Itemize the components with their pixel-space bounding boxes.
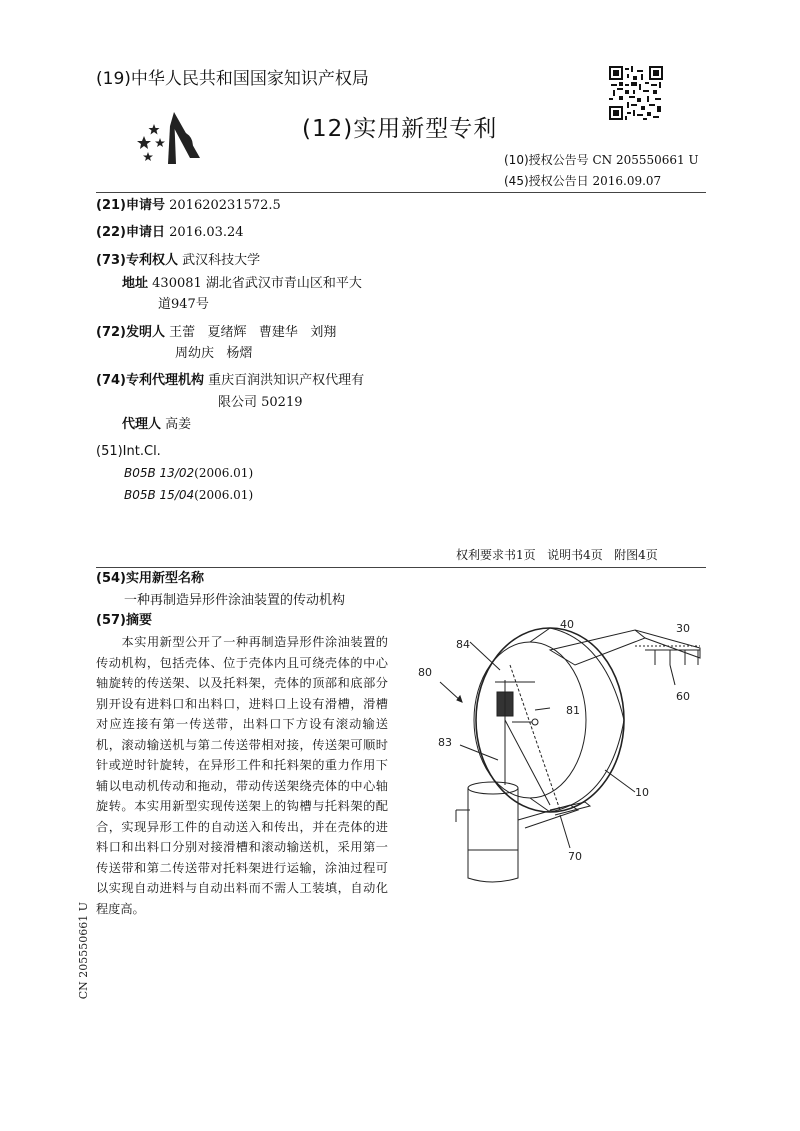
ipc-code: B05B 15/04: [124, 488, 195, 502]
inventors-line-1: 王蕾 夏绪辉 曹建华 刘翔: [169, 325, 337, 340]
qr-code-icon[interactable]: [609, 66, 663, 120]
figure-top-conveyor: [550, 630, 645, 665]
patent-type-title: (12)实用新型专利: [302, 116, 498, 142]
agent-label: 代理人: [122, 417, 162, 432]
address-line-2: 道947号: [158, 297, 209, 312]
abstract-body: 本实用新型公开了一种再制造异形件涂油装置的传动机构，包括壳体、位于壳体内且可绕壳体的中心轴旋转的传送架、以及托料架，壳体的顶部和底部分别开设有进料口和出料口，进料口上设有滑槽，滑槽对应连接有第一传送带，出料口下方设有滚动输送机，滚动输送机与第二传送带相对接，传送架可顺时针或逆时针旋转，在异形工件和托料架的重力作用下辅以电动机传动和拖动，带动传送架绕壳体的中心轴旋转。本实用新型实现传送架上的钩槽与托料架的配合，实现异形工件的自动送入和传出，并在壳体的进料口和出料口分别对接滑槽和滚动输送机，采用第一传送带和第二传送带对托料架进行运输，涂油过程可以实现自动进料与自动出料而不需人工装填，自动化程度高。: [96, 635, 388, 916]
figure-tank: [468, 788, 518, 882]
agency-line-1: 重庆百润洪知识产权代理有: [208, 373, 365, 388]
agent-row: [122, 416, 191, 434]
agency-label: (74)专利代理机构: [96, 373, 204, 388]
figure-label-70: 70: [568, 850, 582, 863]
ipc-label: (51)Int.Cl.: [96, 444, 161, 459]
figure-label-81: 81: [566, 704, 580, 717]
title-divider: [96, 567, 706, 568]
page-count-info: 权利要求书1页 说明书4页 附图4页: [456, 548, 658, 562]
ipc-row: [124, 486, 253, 504]
figure-label-10: 10: [635, 786, 649, 799]
figure-label-84: 84: [456, 638, 470, 651]
application-number-row: [96, 197, 281, 215]
figure-label-80: 80: [418, 666, 432, 679]
application-number: 201620231572.5: [169, 198, 281, 213]
agency-row: [96, 372, 364, 390]
application-date-label: (22)申请日: [96, 225, 165, 240]
title-label: (54)实用新型名称: [96, 571, 204, 586]
grant-number-row: [504, 151, 699, 169]
figure-label-60: 60: [676, 690, 690, 703]
side-publication-number: CN 205550661 U: [77, 902, 90, 1000]
grant-date-row: [504, 172, 661, 190]
owner-label: (73)专利权人: [96, 253, 178, 268]
application-date-row: [96, 224, 244, 242]
agency-line-2: 限公司 50219: [218, 395, 303, 410]
grant-number-label: (10)授权公告号: [504, 153, 589, 167]
grant-date: 2016.09.07: [592, 174, 662, 188]
ipc-row: [124, 464, 253, 482]
issuing-office: (19)中华人民共和国国家知识产权局: [96, 69, 369, 89]
figure-label-83: 83: [438, 736, 452, 749]
owner-row: [96, 252, 260, 270]
figure-label-40: 40: [560, 618, 574, 631]
inventors-row: [96, 324, 336, 342]
owner: 武汉科技大学: [182, 253, 261, 268]
ipc-version: (2006.01): [194, 488, 254, 502]
cnipa-logo-icon: [130, 108, 220, 170]
application-number-label: (21)申请号: [96, 198, 165, 213]
address-label: 地址: [122, 276, 149, 291]
abstract-figure: [400, 610, 710, 890]
grant-number: CN 205550661 U: [592, 153, 699, 167]
abstract-label: (57)摘要: [96, 613, 152, 628]
figure-label-30: 30: [676, 622, 690, 635]
address-line-1: 430081 湖北省武汉市青山区和平大: [152, 276, 362, 291]
ipc-code: B05B 13/02: [124, 466, 195, 480]
utility-model-title: 一种再制造异形件涂油装置的传动机构: [124, 593, 346, 608]
application-date: 2016.03.24: [169, 225, 244, 240]
grant-date-label: (45)授权公告日: [504, 174, 589, 188]
inventors-label: (72)发明人: [96, 325, 165, 340]
inventors-line-2: 周幼庆 杨熠: [175, 346, 253, 361]
abstract-text: [96, 632, 388, 919]
agent: 高姜: [165, 417, 192, 432]
ipc-version: (2006.01): [194, 466, 254, 480]
address-row: [122, 275, 362, 293]
header-divider: [96, 192, 706, 193]
